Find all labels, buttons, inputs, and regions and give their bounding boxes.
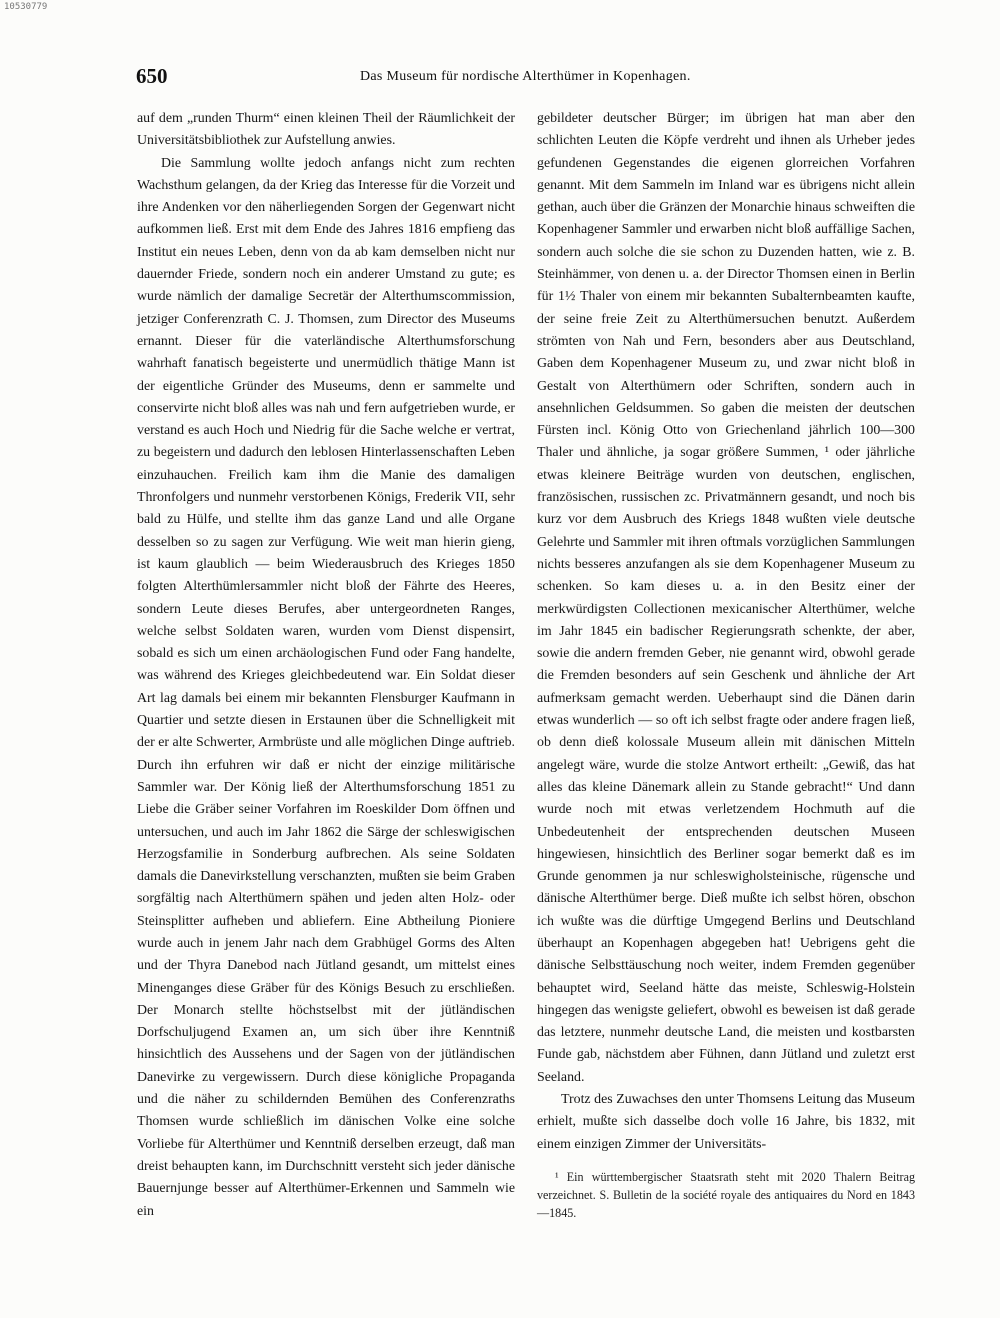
footnote: ¹ Ein württembergischer Staatsrath steht mit 2020 Thalern Beitrag verzeichnet. S. Bulletin de la société royale des antiquaires du Nord en 1843—1845. (537, 1170, 915, 1220)
page-number: 650 (136, 64, 168, 88)
right-paragraph-2: Trotz des Zuwachses den unter Thomsens Leitung das Museum erhielt, mußte sich dasselbe doch volle 16 Jahre, bis 1832, mit einem einzigen Zimmer der Universitäts- (537, 1092, 915, 1152)
running-head: Das Museum für nordische Alterthümer in Kopenhagen. (360, 69, 691, 84)
scan-id-label: 10530779 (4, 2, 48, 12)
left-column (137, 108, 515, 1223)
left-paragraph-2: Die Sammlung wollte jedoch anfangs nicht zum rechten Wachsthum gelangen, da der Krieg das Interesse für die Vorzeit und ihre Andenken vor den näherliegenden Sorgen der Gegenwart nicht aufkommen ließ. Erst mit dem Ende des Jahres 1816 empfieng das Institut ein neues Leben, denn von da ab kam demselben nicht nur dauernder Friede, sondern noch ein anderer Umstand zu gute; es wurde nämlich der damalige Secretär der Alterthumscommission, jetziger Conferenzrath C. J. Thomsen, zum Director des Museums ernannt. Dieser für die vaterländische Alterthumsforschung wahrhaft fanatisch begeisterte und unermüdlich thätige Mann ist der eigentliche Gründer des Museums, denn er sammelte und conservirte nicht bloß alles was nah und fern aufgetrieben wurde, er verstand es auch Hoch und Niedrig für die Sache welche er vertrat, zu begeistern und dadurch den leblosen Hinterlassenschaften Leben einzuhauchen. Freilich kam ihm die Manie des damaligen Thronfolgers und nunmehr verstorbenen Königs, Frederik VII, sehr bald zu Hülfe, und stellte ihm das ganze Land und alle Organe desselben so zu sagen zur Verfügung. Wie weit man hierin gieng, ist kaum glaublich — beim Wiederausbruch des Krieges 1850 folgten Alterthümlersammler nicht bloß der Fährte des Heeres, sondern Leute dieses Berufes, aber untergeordneten Ranges, welche selbst Soldaten waren, wurden vom Dienst dispensirt, sobald es sich um einen archäologischen Fund oder Fang handelte, was während des Krieges gleichbedeutend war. Ein Soldat dieser Art lag damals bei einem mir bekannten Flensburger Kaufmann in Quartier und setzte diesen in Erstaunen über die Schnelligkeit mit der er alte Schwerter, Armbrüste und alle möglichen Dinge auftrieb. Durch ihn erfuhren wir daß er nicht der einzige militärische Sammler war. Der König ließ der Alterthumsforschung 1851 zu Liebe die Gräber seiner Vorfahren im Roeskilder Dom öffnen und untersuchen, und auch im Jahr 1862 die Särge der schleswigischen Herzogsfamilie in Sonderburg aufbrechen. Als seine Soldaten damals die Danevirkstellung verschanzten, mußten sie beim Graben sorgfältig nach Alterthümern spähen und jeden alten Holz- oder Steinsplitter aufheben und abliefern. Eine Abtheilung Pioniere wurde auch in jenem Jahr nach dem Grabhügel Gorms des Alten und der Thyra Danebod nach Jütland gesandt, um mittelst eines Minenganges diese Gräber für des Königs Besuch zu erschließen. Der Monarch stellte höchstselbst mit der jütländischen Dorfschuljugend Examen an, um sich über ihre Kenntniß hinsichtlich des Aussehens und der Sagen von der jütländischen Danevirke zu vergewissern. Durch diese königliche Propaganda und die näher zu schildernden Bemühen des Conferenzraths Thomsen wurde schließlich im dänischen Volke eine solche Vorliebe für Alterthümer und Kenntniß derselben erzeugt, daß man dreist behaupten kann, im Durchschnitt versteht sich jeder dänische Bauernjunge besser auf Alterthümer-Erkennen und Sammeln wie ein (137, 155, 516, 1219)
right-paragraph-1: gebildeter deutscher Bürger; im übrigen hat man aber den schlichten Leuten die Köpfe verdreht und ihnen als Urheber jedes gefundenen Gegenstandes die eigenen glorreichen Vorfahren genannt. Mit dem Sammeln im Inland war es übrigens nicht allein gethan, auch über die Gränzen der Monarchie hinaus schweiften die Kopenhagener Sammler und erwarben nicht bloß auffällige Sachen, sondern auch solche die sie schon zu Duzenden hatten, wie z. B. Steinhämmer, von denen u. a. der Director Thomsen einen in Berlin für 1½ Thaler von einem mir bekannten Subalternbeamten kaufte, der seine freie Zeit zu Alterthümersuchen benutzt. Außerdem strömten von Nah und Fern, besonders aber aus Deutschland, Gaben dem Kopenhagener Museum zu, und zwar nicht bloß in Gestalt von Alterthümern oder Schriften, sondern auch in ansehnlichen Geldsummen. So gaben die meisten der deutschen Fürsten incl. König Otto von Griechenland jährlich 100—300 Thaler und ähnliche, ja sogar größere Summen, ¹ oder jährliche etwas kleinere Beiträge wurden von deutschen, englischen, französischen, russischen zc. Privatmännern gesandt, und noch bis kurz vor dem Ausbruch des Kriegs 1848 wußten viele deutsche Gelehrte und Sammler mit ihren oftmals vorzüglichen Sammlungen nichts besseres anzufangen als sie dem Kopenhagener Museum zu schenken. So kam dieses u. a. in den Besitz einer der merkwürdigsten Collectionen mexicanischer Alterthümer, welche im Jahr 1845 ein badischer Regierungsrath schenkte, der aber, sowie die andern fremden Geber, nie genannt wird, obwohl gerade die Fremden besonders auf sein Geschenk und ähnliche der Art aufmerksam gemacht werden. Ueberhaupt sind die Dänen darin etwas wunderlich — so oft ich selbst fragte oder andere fragen ließ, ob denn dieß kolossale Museum allein mit dänischen Mitteln angelegt wäre, wurde die stolze Antwort ertheilt: „Gewiß, das hat alles das kleine Dänemark allein zu Stande gebracht!“ Und dann wurde noch mit etwas verletzendem Hochmuth auf die Unbedeutenheit der entsprechenden deutschen Museen hingewiesen, hinsichtlich des Berliner sogar bemerkt daß es im Grunde genommen ja nur schleswigholsteinische, rügensche und dänische Alterthümer berge. Dieß mußte ich selbst hören, obschon ich wußte was die dürftige Umgegend Berlins und Deutschland überhaupt an Kopenhagen abgegeben hat! Uebrigens geht die dänische Selbsttäuschung noch weiter, indem Fremden gegenüber behauptet wird, Seeland hätte das meiste, Schleswig-Holstein hingegen das wenigste geliefert, obwohl es beweisen ist daß gerade das letztere, nunmehr deutsche Land, die meisten und kostbarsten Funde gab, nächstdem aber Fühnen, dann Jütland und zuletzt erst Seeland. (537, 111, 915, 1085)
right-column (537, 108, 915, 1156)
left-paragraph-1: auf dem „runden Thurm“ einen kleinen Theil der Räumlichkeit der Universitätsbibliothek zur Aufstellung anwies. (137, 111, 515, 149)
